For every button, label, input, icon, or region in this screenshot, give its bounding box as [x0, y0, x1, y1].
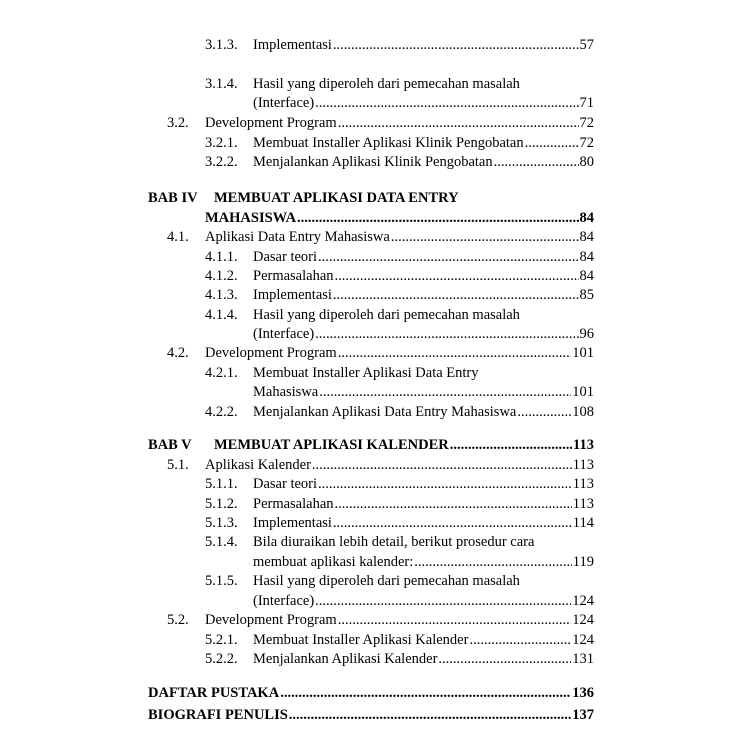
toc-title: Development Program	[205, 612, 337, 628]
toc-number: 5.1.4.	[205, 534, 238, 550]
dot-leader	[315, 93, 578, 113]
toc-title: Membuat Installer Aplikasi Klinik Pengobatan	[253, 135, 524, 151]
toc-entry[interactable]	[253, 532, 594, 552]
toc-title: Implementasi	[253, 515, 332, 531]
toc-title: Membuat Installer Aplikasi Data Entry	[253, 365, 479, 381]
dot-leader	[319, 382, 571, 402]
toc-entry[interactable]	[253, 494, 594, 514]
toc-entry[interactable]	[205, 113, 594, 133]
toc-entry[interactable]	[253, 591, 594, 611]
toc-number: 5.1.1.	[205, 476, 238, 492]
toc-number: 3.2.	[167, 115, 189, 131]
dot-leader	[335, 494, 572, 514]
dot-leader	[335, 266, 579, 286]
toc-number: 5.1.5.	[205, 573, 238, 589]
toc-number: 4.2.1.	[205, 365, 238, 381]
toc-entry[interactable]	[253, 324, 594, 344]
toc-page-number: 113	[572, 457, 594, 473]
dot-leader	[280, 683, 571, 703]
toc-entry[interactable]	[253, 247, 594, 267]
toc-page-number: 72	[579, 135, 594, 151]
toc-page-number: 96	[579, 326, 594, 342]
toc-entry[interactable]	[253, 35, 594, 55]
toc-title: Menjalankan Aplikasi Data Entry Mahasiswa	[253, 404, 517, 420]
toc-title: Mahasiswa	[253, 384, 319, 400]
toc-entry[interactable]	[205, 208, 594, 228]
toc-title: MAHASISWA	[205, 210, 297, 226]
toc-number: BAB IV	[148, 190, 198, 206]
toc-title: Implementasi	[253, 37, 332, 53]
dot-leader	[338, 343, 572, 363]
toc-title: DAFTAR PUSTAKA	[148, 685, 280, 701]
dot-leader	[318, 474, 572, 494]
dot-leader	[333, 35, 579, 55]
toc-page-number: 101	[572, 345, 594, 361]
dot-leader	[414, 552, 572, 572]
toc-page-number: 124	[572, 612, 594, 628]
toc-number: 4.2.2.	[205, 404, 238, 420]
toc-number: 5.1.3.	[205, 515, 238, 531]
toc-entry[interactable]	[214, 435, 594, 455]
dot-leader	[333, 285, 579, 305]
toc-title: Bila diuraikan lebih detail, berikut prosedur cara	[253, 534, 535, 550]
toc-title: Membuat Installer Aplikasi Kalender	[253, 632, 469, 648]
toc-number: 3.2.2.	[205, 154, 238, 170]
toc-number: 3.1.4.	[205, 76, 238, 92]
toc-entry[interactable]	[253, 305, 594, 325]
toc-title: Menjalankan Aplikasi Klinik Pengobatan	[253, 154, 493, 170]
toc-number: 5.2.2.	[205, 651, 238, 667]
toc-title: Hasil yang diperoleh dari pemecahan masalah	[253, 76, 520, 92]
toc-entry[interactable]	[214, 188, 594, 208]
toc-entry[interactable]	[205, 343, 594, 363]
toc-number: 5.2.1.	[205, 632, 238, 648]
toc-number: 3.1.3.	[205, 37, 238, 53]
toc-page-number: 124	[572, 632, 594, 648]
toc-title: (Interface)	[253, 326, 315, 342]
toc-page-number: 84	[579, 229, 594, 245]
toc-title: Aplikasi Kalender	[205, 457, 311, 473]
toc-page-number: 124	[572, 593, 594, 609]
toc-title: Hasil yang diperoleh dari pemecahan masalah	[253, 307, 520, 323]
toc-number: BAB V	[148, 437, 192, 453]
toc-title: Development Program	[205, 115, 337, 131]
toc-entry[interactable]	[253, 571, 594, 591]
toc-entry[interactable]	[205, 455, 594, 475]
toc-number: 4.1.3.	[205, 287, 238, 303]
toc-title: (Interface)	[253, 593, 315, 609]
toc-number: 3.2.1.	[205, 135, 238, 151]
toc-page-number: 84	[579, 268, 594, 284]
toc-title: membuat aplikasi kalender:	[253, 554, 414, 570]
toc-page-number: 131	[572, 651, 594, 667]
toc-entry[interactable]	[253, 133, 594, 153]
dot-leader	[289, 705, 571, 725]
toc-page-number: 84	[579, 249, 594, 265]
dot-leader	[438, 649, 571, 669]
toc-title: MEMBUAT APLIKASI KALENDER	[214, 437, 449, 453]
dot-leader	[450, 435, 572, 455]
toc-entry[interactable]	[148, 705, 594, 725]
toc-page-number: 119	[572, 554, 594, 570]
toc-page-number: 114	[572, 515, 594, 531]
toc-title: (Interface)	[253, 95, 315, 111]
toc-number: 4.1.	[167, 229, 189, 245]
dot-leader	[517, 402, 571, 422]
toc-number: 4.1.1.	[205, 249, 238, 265]
dot-leader	[338, 610, 572, 630]
toc-title: Dasar teori	[253, 476, 318, 492]
toc-title: Permasalahan	[253, 496, 334, 512]
toc-entry[interactable]	[253, 74, 594, 94]
dot-leader	[333, 513, 572, 533]
toc-page-number: 113	[572, 476, 594, 492]
toc-page-number: 71	[579, 95, 594, 111]
dot-leader	[315, 591, 571, 611]
dot-leader	[469, 630, 571, 650]
toc-entry[interactable]	[253, 285, 594, 305]
toc-page-number: 113	[572, 496, 594, 512]
dot-leader	[312, 455, 572, 475]
toc-title: Development Program	[205, 345, 337, 361]
toc-title: MEMBUAT APLIKASI DATA ENTRY	[214, 190, 459, 206]
toc-page-number: 80	[579, 154, 594, 170]
toc-entry[interactable]	[253, 474, 594, 494]
dot-leader	[494, 152, 579, 172]
toc-number: 4.1.4.	[205, 307, 238, 323]
toc-page-number: 101	[572, 384, 594, 400]
dot-leader	[297, 208, 578, 228]
toc-title: Menjalankan Aplikasi Kalender	[253, 651, 438, 667]
toc-page-number: 85	[579, 287, 594, 303]
toc-number: 5.2.	[167, 612, 189, 628]
toc-number: 4.2.	[167, 345, 189, 361]
toc-page-number: 72	[579, 115, 594, 131]
toc-title: Permasalahan	[253, 268, 334, 284]
dot-leader	[318, 247, 578, 267]
toc-page-number: 136	[572, 685, 594, 701]
dot-leader	[338, 113, 579, 133]
toc-number: 5.1.	[167, 457, 189, 473]
toc-page-number: 57	[579, 37, 594, 53]
toc-entry[interactable]	[253, 552, 594, 572]
toc-number: 5.1.2.	[205, 496, 238, 512]
toc-entry[interactable]	[253, 382, 594, 402]
toc-title: Aplikasi Data Entry Mahasiswa	[205, 229, 390, 245]
toc-entry[interactable]	[253, 266, 594, 286]
toc-title: Hasil yang diperoleh dari pemecahan masalah	[253, 573, 520, 589]
toc-title: Implementasi	[253, 287, 332, 303]
dot-leader	[391, 227, 579, 247]
toc-entry[interactable]	[253, 363, 594, 383]
toc-entry[interactable]	[253, 649, 594, 669]
toc-entry[interactable]	[253, 402, 594, 422]
toc-entry[interactable]	[205, 227, 594, 247]
toc-entry[interactable]	[253, 93, 594, 113]
toc-page-number: 113	[573, 437, 594, 453]
toc-entry[interactable]	[253, 630, 594, 650]
toc-page-number: 108	[572, 404, 594, 420]
toc-title: Dasar teori	[253, 249, 318, 265]
dot-leader	[315, 324, 578, 344]
toc-entry[interactable]	[148, 683, 594, 703]
toc-entry[interactable]	[253, 152, 594, 172]
toc-page-number: 84	[579, 210, 594, 226]
dot-leader	[525, 133, 579, 153]
toc-title: BIOGRAFI PENULIS	[148, 707, 288, 723]
toc-entry[interactable]	[205, 610, 594, 630]
toc-entry[interactable]	[253, 513, 594, 533]
toc-number: 4.1.2.	[205, 268, 238, 284]
toc-page-number: 137	[572, 707, 594, 723]
